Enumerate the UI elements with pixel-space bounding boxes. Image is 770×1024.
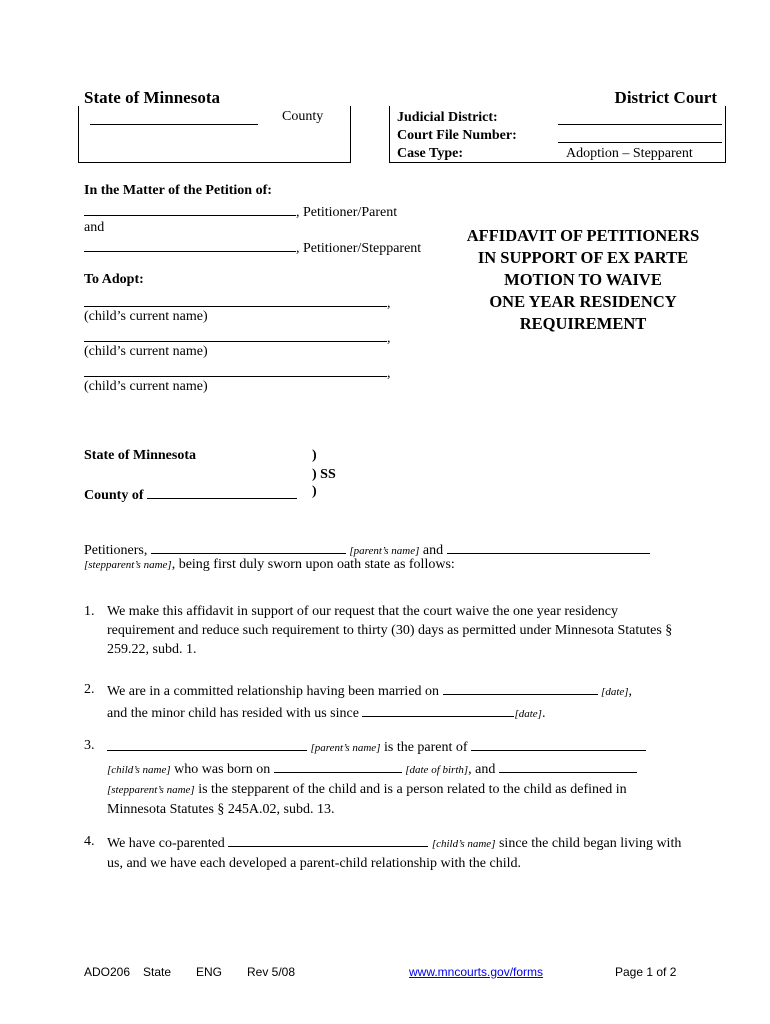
to-adopt-label: To Adopt: bbox=[84, 272, 144, 287]
case-type-label: Case Type: bbox=[397, 146, 463, 161]
judicial-district-line[interactable] bbox=[558, 124, 722, 125]
stepparent-name-hint: [stepparent’s name] bbox=[107, 784, 195, 796]
paragraph-1 bbox=[84, 602, 684, 659]
period: . bbox=[541, 706, 546, 721]
and-label: and bbox=[84, 220, 105, 235]
comma: , bbox=[387, 331, 391, 346]
venue-county-row bbox=[84, 484, 297, 504]
coparent-child-name-line[interactable] bbox=[228, 832, 428, 847]
paragraph-number: 1. bbox=[84, 604, 95, 619]
court-file-number-label: Court File Number: bbox=[397, 128, 517, 143]
venue-paren-1: ) bbox=[312, 448, 317, 463]
child-name-hint: [child’s name] bbox=[431, 838, 496, 850]
residence-date-line[interactable] bbox=[362, 702, 514, 717]
child-label-3: (child’s current name) bbox=[84, 379, 208, 394]
paragraph-text: since the child began living with us, and we have each developed a parent-child relationship with the child. bbox=[107, 836, 682, 871]
intro-line-2 bbox=[84, 557, 455, 573]
date-of-birth-hint: [date of birth] bbox=[405, 764, 469, 776]
marriage-date-line[interactable] bbox=[443, 680, 598, 695]
petitioner-parent-label: , Petitioner/Parent bbox=[296, 205, 398, 220]
child-name-line-2[interactable] bbox=[84, 327, 387, 342]
paragraph-number: 4. bbox=[84, 834, 95, 849]
parent-name-hint: [parent’s name] bbox=[310, 742, 381, 754]
child-label-2: (child’s current name) bbox=[84, 344, 208, 359]
date-hint: [date] bbox=[514, 708, 542, 720]
state-heading: State of Minnesota bbox=[84, 88, 220, 107]
county-label: County bbox=[282, 109, 324, 124]
footer-revision: Rev 5/08 bbox=[247, 965, 296, 979]
child-name-line[interactable] bbox=[471, 736, 646, 751]
venue-paren-2: ) bbox=[312, 484, 317, 499]
stepparent-name-line[interactable] bbox=[499, 758, 637, 773]
petitioner-parent-line[interactable] bbox=[84, 201, 296, 216]
court-file-number-line[interactable] bbox=[558, 142, 722, 143]
paragraph-3 bbox=[84, 736, 684, 819]
intro-line-1 bbox=[84, 539, 650, 559]
paragraph-text: is the parent of bbox=[383, 740, 468, 755]
paragraph-text: We have co-parented bbox=[107, 836, 225, 851]
document-title bbox=[440, 225, 726, 335]
petitioner-stepparent-line[interactable] bbox=[84, 237, 296, 252]
parent-name-hint: [parent’s name] bbox=[349, 545, 420, 557]
title-line: MOTION TO WAIVE bbox=[504, 270, 662, 289]
venue-county-line[interactable] bbox=[147, 484, 297, 499]
petitioner-stepparent-row bbox=[84, 237, 421, 257]
stepparent-name-hint: [stepparent’s name] bbox=[84, 559, 172, 571]
intro-parent-line[interactable] bbox=[151, 539, 346, 554]
county-name-line[interactable] bbox=[90, 124, 258, 125]
petitioners-label: Petitioners, bbox=[84, 543, 148, 558]
intro-rest: , being first duly sworn upon oath state as follows: bbox=[171, 557, 455, 572]
paragraph-text: We make this affidavit in support of our request that the court waive the one year residency requirement and reduce such requirement to thirty (30) days as permitted under Minnesota Statutes § 259.22, subd. 1. bbox=[107, 604, 673, 657]
footer-form-id: ADO206 bbox=[84, 965, 131, 979]
child-name-hint: [child’s name] bbox=[107, 764, 171, 776]
paragraph-number: 3. bbox=[84, 738, 95, 753]
parent-name-line[interactable] bbox=[107, 736, 307, 751]
comma: , bbox=[387, 296, 391, 311]
intro-stepparent-line[interactable] bbox=[447, 539, 650, 554]
paragraph-number: 2. bbox=[84, 682, 95, 697]
court-heading: District Court bbox=[614, 88, 717, 107]
paragraph-text: , and bbox=[468, 762, 496, 777]
title-line: IN SUPPORT OF EX PARTE bbox=[477, 248, 689, 267]
footer-state: State bbox=[143, 965, 172, 979]
footer-page-number: Page 1 of 2 bbox=[615, 965, 677, 979]
paragraph-4 bbox=[84, 832, 684, 873]
paragraph-text: is the stepparent of the child and is a person related to the child as defined in Minnesota Statutes § 245A.02, subd. 13. bbox=[107, 782, 627, 817]
footer-forms-link[interactable]: www.mncourts.gov/forms bbox=[409, 965, 544, 979]
venue-county-label: County of bbox=[84, 488, 144, 503]
date-hint: [date] bbox=[601, 686, 629, 698]
judicial-district-label: Judicial District: bbox=[397, 110, 498, 125]
title-line: ONE YEAR RESIDENCY bbox=[489, 292, 677, 311]
and-word: and bbox=[422, 543, 444, 558]
child-name-line-3[interactable] bbox=[84, 362, 387, 377]
venue-ss: ) SS bbox=[312, 467, 336, 482]
petitioner-stepparent-label: , Petitioner/Stepparent bbox=[296, 241, 422, 256]
comma: , bbox=[628, 684, 633, 699]
date-of-birth-line[interactable] bbox=[274, 758, 402, 773]
petitioner-parent-row bbox=[84, 201, 397, 221]
paragraph-text: and the minor child has resided with us since bbox=[107, 706, 359, 721]
matter-heading: In the Matter of the Petition of: bbox=[84, 183, 272, 198]
paragraph-text: We are in a committed relationship having been married on bbox=[107, 684, 440, 699]
footer-language: ENG bbox=[196, 965, 223, 979]
case-type-value: Adoption – Stepparent bbox=[566, 146, 693, 161]
title-line: REQUIREMENT bbox=[519, 314, 647, 333]
child-name-line-1[interactable] bbox=[84, 292, 387, 307]
paragraph-text: who was born on bbox=[174, 762, 271, 777]
paragraph-2 bbox=[84, 680, 684, 724]
child-label-1: (child’s current name) bbox=[84, 309, 208, 324]
title-line: AFFIDAVIT OF PETITIONERS bbox=[466, 226, 700, 245]
comma: , bbox=[387, 366, 391, 381]
venue-state: State of Minnesota bbox=[84, 448, 196, 463]
